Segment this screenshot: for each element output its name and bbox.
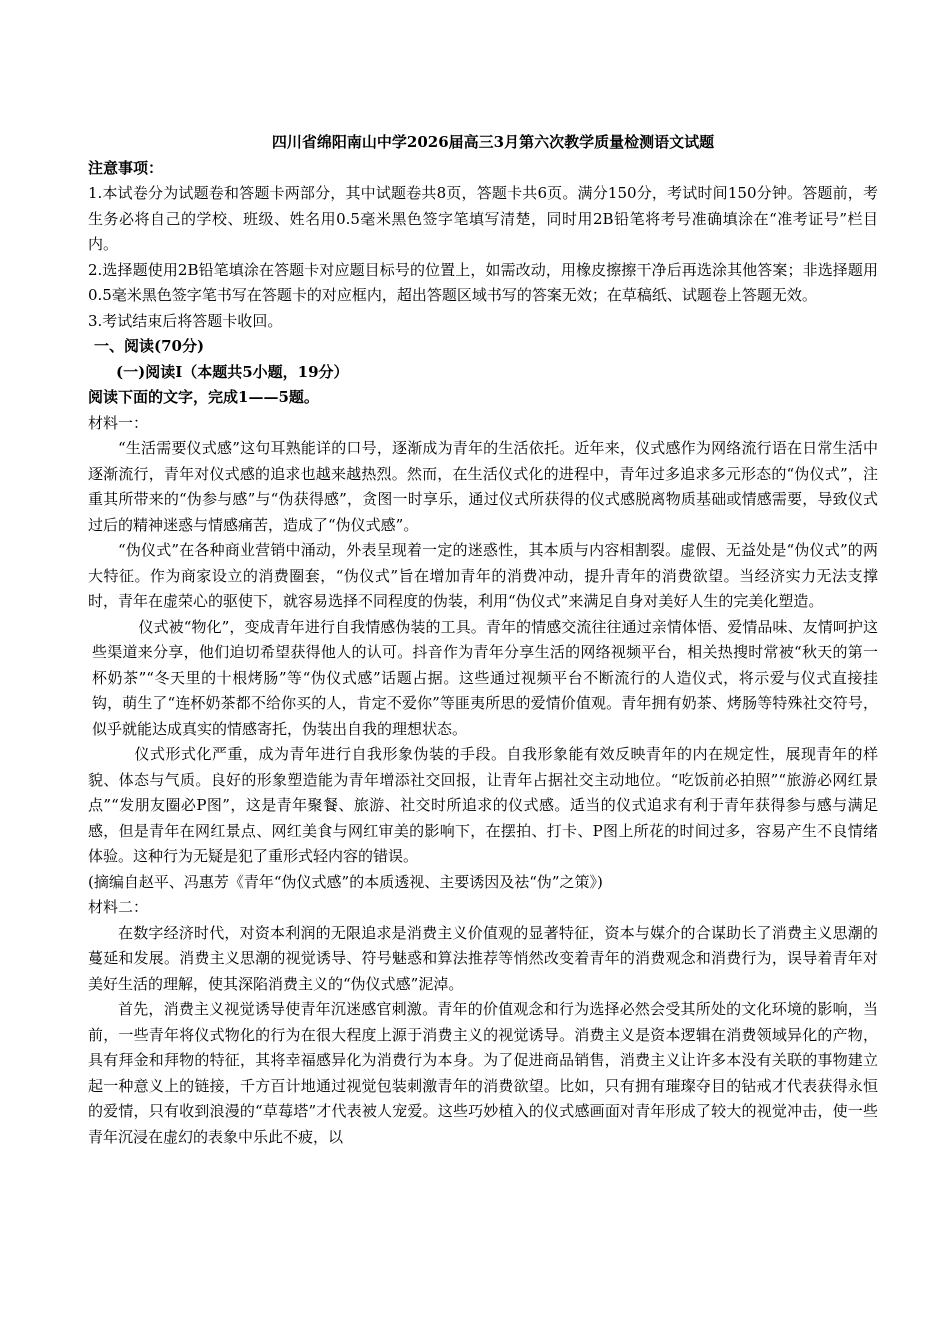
notice-heading: 注意事项： [88,158,164,177]
notice-item-3: 3.考试结束后将答题卡收回。 [88,311,283,330]
exam-title: 四川省绵阳南山中学2026届高三3月第六次教学质量检测语文试题 [271,133,715,151]
material1-paragraph-3: 仪式被“物化”，变成青年进行自我情感伪装的工具。青年的情感交流往往通过亲情体悟、爱情品味、友情呵护这些渠道来分享，他们迫切希望获得他人的认可。抖音作为青年分享生活的网络视频平台，相关热搜时常被“秋天的第一杯奶茶”“冬天里的十根烤肠”等“伪仪式感”话题占据。这些通过视频平台不断流行的人造仪式，将示爱与仪式直接挂钩，萌生了“连杯奶茶都不给你买的人，肯定不爱你”等匪夷所思的爱情价值观。青年拥有奶茶、烤肠等特殊社交符号，似乎就能达成真实的情感寄托，伪装出自我的理想状态。 [92,617,878,738]
material1-paragraph-1: “生活需要仪式感”这句耳熟能详的口号，逐渐成为青年的生活依托。近年来，仪式感作为网络流行语在日常生活中逐渐流行，青年对仪式感的追求也越来越热烈。然而，在生活仪式化的进程中，青年过多追求多元形态的“伪仪式”，注重其所带来的“伪参与感”与“伪获得感”，贪图一时享乐，通过仪式所获得的仪式感脱离物质基础或情感需要，导致仪式过后的精神迷惑与情感痛苦，造成了“伪仪式感”。 [88,439,878,534]
notice-item-2: 2.选择题使用2B铅笔填涂在答题卡对应题目标号的位置上，如需改动，用橡皮擦擦干净后再选涂其他答案；非选择题用0.5毫米黑色签字笔书写在答题卡的对应框内，超出答题区域书写的答案无效；在草稿纸、试题卷上答题无效。 [88,260,878,304]
material1-paragraph-2: “伪仪式”在各种商业营销中涌动，外表呈现着一定的迷惑性，其本质与内容相割裂。虚假、无益处是“伪仪式”的两大特征。作为商家设立的消费圈套，“伪仪式”旨在增加青年的消费冲动，提升青年的消费欲望。当经济实力无法支撑时，青年在虚荣心的驱使下，就容易选择不同程度的伪装，利用“伪仪式”来满足自身对美好人生的完美化塑造。 [88,541,878,610]
material2-label: 材料二： [88,898,149,916]
material2-paragraph-2: 首先，消费主义视觉诱导使青年沉迷感官刺激。青年的价值观念和行为选择必然会受其所处的文化环境的影响，当前，一些青年将仪式物化的行为在很大程度上源于消费主义的视觉诱导。消费主义是资本逻辑在消费领域异化的产物，具有拜金和拜物的特征，其将幸福感异化为消费行为本身。为了促进商品销售，消费主义让许多本没有关联的事物建立起一种意义上的链接，千方百计地通过视觉包装刺激青年的消费欲望。比如，只有拥有璀璨夺目的钻戒才代表获得永恒的爱情，只有收到浪漫的“草莓塔”才代表被人宠爱。这些巧妙植入的仪式感画面对青年形成了较大的视觉冲击，使一些青年沉浸在虚幻的表象中乐此不疲，以 [88,1000,878,1146]
exam-page [88,115,878,1150]
reading-instruction: 阅读下面的文字，完成1——5题。 [88,388,319,406]
material1-label: 材料一： [88,413,149,432]
section-heading: 一、阅读(70分) [94,337,205,355]
material1-paragraph-4: 仪式形式化严重，成为青年进行自我形象伪装的手段。自我形象能有效反映青年的内在规定性，展现青年的样貌、体态与气质。良好的形象塑造能为青年增添社交回报，让青年占据社交主动地位。“吃饭前必拍照”“旅游必网红景点”“发朋友圈必P图”，这是青年聚餐、旅游、社交时所追求的仪式感。适当的仪式追求有利于青年获得参与感与满足感，但是青年在网红景点、网红美食与网红审美的影响下，在摆拍、打卡、P图上所花的时间过多，容易产生不良情绪体验。这种行为无疑是犯了重形式轻内容的错误。 [88,745,878,865]
material1-source: (摘编自赵平、冯惠芳《青年“伪仪式感”的本质透视、主要诱因及祛“伪”之策》) [88,872,603,891]
notice-item-1: 1.本试卷分为试题卷和答题卡两部分，其中试题卷共8页，答题卡共6页。满分150分，考试时间150分钟。答题前，考生务必将自己的学校、班级、姓名用0.5毫米黑色签字笔填写清楚，同时用2B铅笔将考号准确填涂在“准考证号”栏目内。 [88,184,878,253]
section-subheading: (一)阅读Ⅰ（本题共5小题，19分） [116,362,349,381]
material2-paragraph-1: 在数字经济时代，对资本利润的无限追求是消费主义价值观的显著特征，资本与媒介的合谋助长了消费主义思潮的蔓延和发展。消费主义思潮的视觉诱导、符号魅惑和算法推荐等悄然改变着青年的消费观念和消费行为，误导着青年对美好生活的理解，使其深陷消费主义的“伪仪式感”泥淖。 [88,923,878,993]
